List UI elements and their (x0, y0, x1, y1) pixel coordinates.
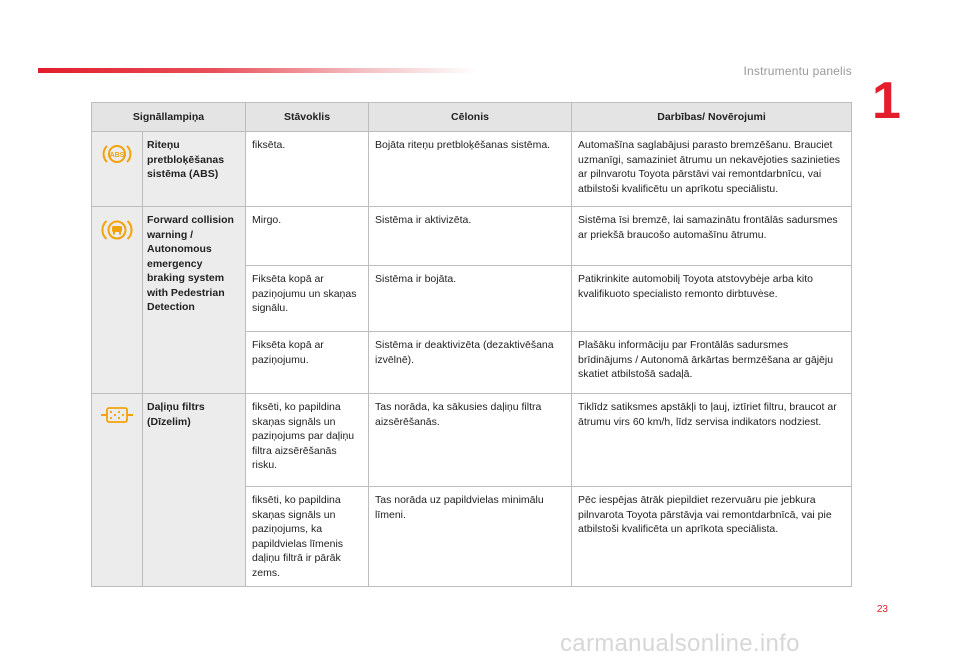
table-header-row (92, 103, 852, 132)
icon-cell (92, 394, 143, 587)
light-name: Forward collision warning / Autonomous emergency braking system with Pedestrian Detection (143, 207, 246, 394)
light-name: Riteņu pretbloķēšanas sistēma (ABS) (143, 132, 246, 207)
state-cell: fiksēti, ko papildina skaņas signāls un paziņojums, ka papildvielas līmenis daļiņu filtrā ir pārāk zems. (246, 487, 369, 587)
cause-cell: Sistēma ir bojāta. (369, 266, 572, 332)
svg-text:ABS: ABS (109, 152, 125, 159)
col-header-state: Stāvoklis (246, 103, 369, 132)
cause-cell: Sistēma ir aktivizēta. (369, 207, 572, 266)
table-row (92, 132, 852, 207)
particle-filter-icon (99, 404, 135, 431)
cause-cell: Tas norāda uz papildvielas minimālu līmeni. (369, 487, 572, 587)
state-cell: Fiksēta kopā ar paziņojumu un skaņas signālu. (246, 266, 369, 332)
state-cell: Mirgo. (246, 207, 369, 266)
action-cell: Plašāku informāciju par Frontālās sadursmes brīdinājums / Autonomā ārkārtas bermzēšana ar gājēju skatiet atbilstošā sadaļā. (572, 332, 852, 394)
cause-cell: Bojāta riteņu pretbloķēšanas sistēma. (369, 132, 572, 207)
action-cell: Automašīna saglabājusi parasto bremzēšanu. Brauciet uzmanīgi, samaziniet ātrumu un nekavējoties sazinieties ar pilnvarotu Toyota pārstāvi vai remontdarbnīcu, vai atbilstoši kvalificētu un aprīkotu speciālistu. (572, 132, 852, 207)
cause-cell: Sistēma ir deaktivizēta (dezaktivēšana izvēlnē). (369, 332, 572, 394)
section-title: Instrumentu panelis (743, 64, 852, 78)
col-header-light: Signāllampiņa (92, 103, 246, 132)
warning-lights-table (91, 102, 852, 587)
action-cell: Pēc iespējas ātrāk piepildiet rezervuāru pie jebkura pilnvarota Toyota pārstāvja vai remontdarbnīcā, vai pie atbilstoši kvalificēta un aprīkota speciālista. (572, 487, 852, 587)
watermark: carmanualsonline.info (560, 630, 800, 657)
cause-cell: Tas norāda, ka sākusies daļiņu filtra aizsērēšanās. (369, 394, 572, 487)
action-cell: Tiklīdz satiksmes apstākļi to ļauj, iztīriet filtru, braucot ar ātrumu virs 60 km/h, līdz servisa indikators nodziest. (572, 394, 852, 487)
table-row (92, 207, 852, 266)
action-cell: Patikrinkite automobilį Toyota atstovybėje arba kito kvalifikuoto specialisto remonto dirbtuvėse. (572, 266, 852, 332)
chapter-number: 1 (872, 72, 901, 130)
state-cell: fiksēti, ko papildina skaņas signāls un paziņojums par daļiņu filtra aizsērēšanās risku. (246, 394, 369, 487)
light-name: Daļiņu filtrs (Dīzelim) (143, 394, 246, 587)
header-accent-bar (38, 68, 478, 73)
collision-warning-icon (101, 217, 133, 248)
action-cell: Sistēma īsi bremzē, lai samazinātu frontālās sadursmes ar priekšā braucošo automašīnu ātrumu. (572, 207, 852, 266)
icon-cell (92, 207, 143, 394)
col-header-cause: Cēlonis (369, 103, 572, 132)
table-row (92, 394, 852, 487)
col-header-action: Darbības/ Novērojumi (572, 103, 852, 132)
page-number: 23 (876, 604, 888, 615)
state-cell: fiksēta. (246, 132, 369, 207)
icon-cell (92, 132, 143, 207)
state-cell: Fiksēta kopā ar paziņojumu. (246, 332, 369, 394)
abs-warning-icon (101, 142, 133, 171)
